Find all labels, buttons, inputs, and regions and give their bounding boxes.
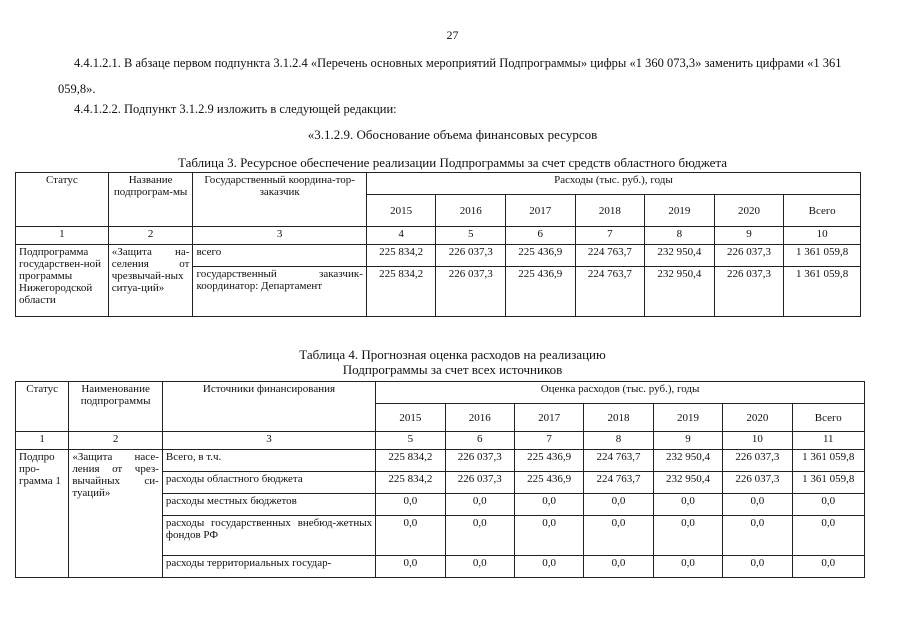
table4-caption-line2: Подпрограммы за счет всех источников [342, 362, 563, 377]
t3-value: 225 834,2 [366, 245, 436, 267]
section-title: «3.1.2.9. Обоснование объема финансовых ресурсов [307, 127, 598, 142]
t4-row-label: расходы областного бюджета [162, 472, 375, 494]
t4-value: 0,0 [376, 494, 445, 516]
t3-colnum: 10 [784, 227, 861, 245]
t3-colnum: 5 [436, 227, 506, 245]
t3-colnum: 2 [108, 227, 193, 245]
t4-colnum: 9 [653, 432, 722, 450]
t4-year: 2020 [723, 404, 792, 432]
t4-colnum: 10 [723, 432, 792, 450]
t4-header-name: Наименование подпрограммы [69, 382, 163, 432]
t4-value: 225 436,9 [514, 450, 583, 472]
t4-value: 0,0 [653, 516, 722, 556]
t4-year: 2016 [445, 404, 514, 432]
t4-value: 226 037,3 [445, 450, 514, 472]
t3-status: Подпрограмма государствен-ной программы Нижегородской области [16, 245, 109, 317]
t3-value: 232 950,4 [645, 267, 715, 317]
t3-colnum: 4 [366, 227, 436, 245]
t4-row-label: расходы местных бюджетов [162, 494, 375, 516]
t4-value: 225 834,2 [376, 472, 445, 494]
t4-value: 224 763,7 [584, 472, 653, 494]
table-row [16, 245, 861, 267]
t3-value: 226 037,3 [436, 245, 506, 267]
t3-value-total: 1 361 059,8 [784, 267, 861, 317]
t4-year: 2019 [653, 404, 722, 432]
t4-colnum: 11 [792, 432, 864, 450]
t4-value: 0,0 [514, 494, 583, 516]
t4-header-sources: Источники финансирования [162, 382, 375, 432]
t3-row-label: всего [193, 245, 366, 267]
t3-colnum: 1 [16, 227, 109, 245]
t4-value-total: 0,0 [792, 494, 864, 516]
t3-colnum: 9 [714, 227, 784, 245]
t4-value: 226 037,3 [723, 450, 792, 472]
t4-value: 232 950,4 [653, 472, 722, 494]
t4-colnum: 6 [445, 432, 514, 450]
table-row [16, 450, 865, 472]
t4-value: 0,0 [584, 516, 653, 556]
t3-value: 225 834,2 [366, 267, 436, 317]
t4-colnum: 8 [584, 432, 653, 450]
t4-colnum: 3 [162, 432, 375, 450]
t4-value: 0,0 [584, 556, 653, 578]
t4-value: 0,0 [514, 516, 583, 556]
t4-value-total: 0,0 [792, 516, 864, 556]
paragraph-2: 4.4.1.2.2. Подпункт 3.1.2.9 изложить в следующей редакции: [74, 102, 397, 116]
t4-value: 0,0 [376, 516, 445, 556]
t3-value: 226 037,3 [436, 267, 506, 317]
t4-row-label: расходы территориальных государ- [162, 556, 375, 578]
t4-value: 0,0 [445, 516, 514, 556]
t4-value: 0,0 [445, 494, 514, 516]
t4-colnum: 5 [376, 432, 445, 450]
t4-value: 225 436,9 [514, 472, 583, 494]
table3 [15, 172, 861, 317]
t3-value: 232 950,4 [645, 245, 715, 267]
t3-colnum: 6 [506, 227, 576, 245]
t4-year: 2018 [584, 404, 653, 432]
t4-row-label: Всего, в т.ч. [162, 450, 375, 472]
t4-colnum: 1 [16, 432, 69, 450]
t4-year: 2015 [376, 404, 445, 432]
table3-caption: Таблица 3. Ресурсное обеспечение реализации Подпрограммы за счет средств областного бюджета [177, 155, 728, 170]
t4-value: 0,0 [723, 494, 792, 516]
t4-value: 0,0 [376, 556, 445, 578]
t4-colnum: 2 [69, 432, 163, 450]
t3-subprogram-name: «Защита на-селения от чрезвычай-ных ситуа-ций» [108, 245, 193, 317]
t4-value: 224 763,7 [584, 450, 653, 472]
t3-value: 225 436,9 [506, 245, 576, 267]
t3-colnum: 8 [645, 227, 715, 245]
t4-row-label: расходы государственных внебюд-жетных фондов РФ [162, 516, 375, 556]
t3-header-expenses: Расходы (тыс. руб.), годы [366, 173, 860, 195]
t3-header-name: Название подпрограм-мы [108, 173, 193, 227]
t4-value: 226 037,3 [723, 472, 792, 494]
t3-value-total: 1 361 059,8 [784, 245, 861, 267]
t3-year: 2017 [506, 195, 576, 227]
t4-year: 2017 [514, 404, 583, 432]
t4-year-total: Всего [792, 404, 864, 432]
t4-value-total: 1 361 059,8 [792, 450, 864, 472]
t3-colnum: 3 [193, 227, 366, 245]
t3-year: 2016 [436, 195, 506, 227]
t3-year: 2019 [645, 195, 715, 227]
t4-subprogram-name: «Защита насе-ления от чрез-вычайных си-туаций» [69, 450, 163, 578]
paragraph-1: 4.4.1.2.1. В абзаце первом подпункта 3.1.2.4 «Перечень основных мероприятий Подпрограммы» цифры «1 360 073,3» заменить цифрами «1 361 059,8». [58, 56, 842, 96]
t3-value: 224 763,7 [575, 267, 645, 317]
t4-status: Подпро про-грамма 1 [16, 450, 69, 578]
table4 [15, 381, 865, 578]
t4-value: 0,0 [653, 494, 722, 516]
t3-value: 226 037,3 [714, 267, 784, 317]
t4-colnum: 7 [514, 432, 583, 450]
t4-value: 0,0 [653, 556, 722, 578]
t3-year: 2020 [714, 195, 784, 227]
t4-header-status: Статус [16, 382, 69, 432]
t3-colnum: 7 [575, 227, 645, 245]
t3-header-status: Статус [16, 173, 109, 227]
t4-value: 0,0 [514, 556, 583, 578]
t4-header-expenses: Оценка расходов (тыс. руб.), годы [376, 382, 865, 404]
t3-year: 2018 [575, 195, 645, 227]
t3-header-coordinator: Государственный координа-тор-заказчик [193, 173, 366, 227]
t4-value: 225 834,2 [376, 450, 445, 472]
page-number: 27 [446, 28, 459, 42]
t3-value: 224 763,7 [575, 245, 645, 267]
t4-value: 0,0 [723, 556, 792, 578]
t4-value-total: 1 361 059,8 [792, 472, 864, 494]
t4-value: 232 950,4 [653, 450, 722, 472]
t4-value-total: 0,0 [792, 556, 864, 578]
t4-value: 0,0 [445, 556, 514, 578]
table4-caption-line1: Таблица 4. Прогнозная оценка расходов на реализацию [299, 347, 606, 362]
t4-value: 226 037,3 [445, 472, 514, 494]
t3-year: 2015 [366, 195, 436, 227]
t3-row-label: государственный заказчик-координатор: Департамент [193, 267, 366, 317]
t4-value: 0,0 [584, 494, 653, 516]
t3-year-total: Всего [784, 195, 861, 227]
t4-value: 0,0 [723, 516, 792, 556]
t3-value: 225 436,9 [506, 267, 576, 317]
t3-value: 226 037,3 [714, 245, 784, 267]
